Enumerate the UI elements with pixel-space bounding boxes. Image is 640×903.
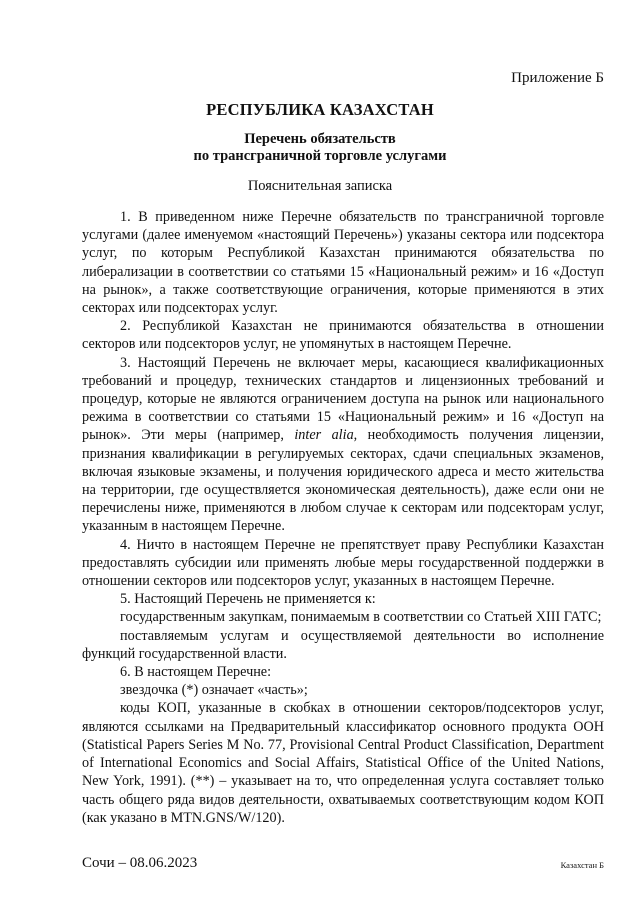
document-title <box>0 131 640 165</box>
paragraph-3-part-b: , необходимость получения лицензии, признания квалификации в регулируемых секторах, сдачи специальных экзаменов, включая языковые экзамены, и получения юридического адреса и место жительства на территории, где осуществляется экономическая деятельность), даже если они не перечислены ниже, применяются в любом случае к секторам или подсекторам услуг, указанным в настоящем Перечне. <box>82 427 604 535</box>
explanatory-note-heading: Пояснительная записка <box>247 178 393 194</box>
paragraph-2: 2. Республикой Казахстан не принимаются обязательства в отношении секторов или подсекторов услуг, не упомянутых в настоящем Перечне. <box>82 318 604 353</box>
footer-annex-ref: Казахстан Б <box>560 860 604 870</box>
paragraph-5-item-b: поставляемым услугам и осуществляемой деятельности во исполнение функций государственной власти. <box>82 627 604 662</box>
title-line-2: по трансграничной торговле услугами <box>193 148 447 164</box>
paragraph-6-item-a: звездочка (*) означает «часть»; <box>120 682 308 699</box>
inter-alia-text: inter alia <box>294 427 354 444</box>
annex-label: Приложение Б <box>511 70 604 86</box>
paragraph-1: 1. В приведенном ниже Перечне обязательств по трансграничной торговле услугами (далее именуемом «настоящий Перечень») указаны сектора или подсектора услуг, по которым Республикой Казахстан принимаются обязательства по либерализации в соответствии со статьями 15 «Национальный режим» и 16 «Доступ на рынок», а также соответствующие ограничения, которые применяются в этих секторах или подсекторах услуг. <box>82 209 604 317</box>
paragraph-3 <box>82 354 604 536</box>
document-body <box>82 208 604 827</box>
title-line-1: Перечень обязательств <box>244 131 396 147</box>
footer-date: Сочи – 08.06.2023 <box>82 855 198 871</box>
paragraph-6-item-b: коды КОП, указанные в скобках в отношении секторов/подсекторов услуг, являются ссылками на Предварительный классификатор основного продукта ООН (Statistical Papers Series M No. 77, Provisional Central Product Classification, Department of International Economics and Social Affairs, Statistical Office of the United Nations, New York, 1991). (**) – указывает на то, что определенная услуга составляет только часть общего ряда видов деятельности, охватываемых соответствующим кодом КОП (как указано в MTN.GNS/W/120). <box>82 700 604 826</box>
paragraph-5: 5. Настоящий Перечень не применяется к: <box>120 591 376 608</box>
paragraph-6: 6. В настоящем Перечне: <box>120 664 272 681</box>
paragraph-5-item-a: государственным закупкам, понимаемым в соответствии со Статьей XIII ГАТС; <box>120 609 602 626</box>
country-heading: РЕСПУБЛИКА КАЗАХСТАН <box>206 100 434 119</box>
paragraph-4: 4. Ничто в настоящем Перечне не препятствует праву Республики Казахстан предоставлять субсидии или применять любые меры государственной поддержки в отношении секторов или подсекторов услуг, указанных в настоящем Перечне. <box>82 536 604 590</box>
paragraph-3-part-a: 3. Настоящий Перечень не включает меры, касающиеся квалификационных требований и процедур, технических стандартов и лицензионных требований и процедур, которые не являются ограничением доступа на рынок или национального режима в соответствии со статьями 15 «Национальный режим» и 16 «Доступ на рынок». Эти меры (например, <box>82 354 604 444</box>
